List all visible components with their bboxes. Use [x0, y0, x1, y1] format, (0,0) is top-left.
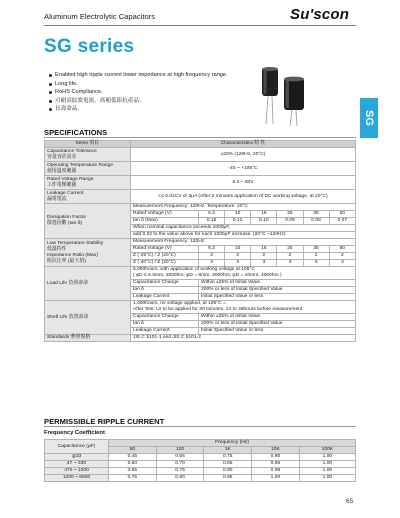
leakage-current-value: I ≤ 0.01CV or 3μA (After 2 minutes application of DC working voltage, at 20°C)	[131, 190, 356, 204]
frequency-cell: 120	[156, 447, 204, 454]
specifications-rule	[44, 137, 356, 138]
coefficient-cell: 0.65	[109, 468, 157, 475]
impedance-cell: 2	[199, 253, 225, 260]
capacitance-range: 47 ~ 330	[45, 461, 109, 468]
capacitance-range: ≦33	[45, 454, 109, 461]
series-side-tab: SG	[360, 98, 378, 138]
voltage-cell: 25	[277, 211, 303, 218]
shelf-life-label: Shelf Life 放置壽命	[45, 301, 131, 335]
coefficient-cell: 1.00	[299, 475, 355, 482]
feature-item: 可耐高紋波電流，高頻低阻抗產品。	[48, 97, 248, 106]
header-rule	[44, 25, 356, 26]
feature-item: Long life.	[48, 80, 248, 89]
ripple-current-rule	[44, 426, 356, 427]
capacitor-photo	[240, 66, 320, 126]
low-temperature-voltage-label: Rated Voltage (V)	[131, 246, 199, 253]
coefficient-cell: 0.80	[156, 475, 204, 482]
coefficient-cell: 0.75	[204, 454, 252, 461]
ripple-current-heading: PERMISSIBLE RIPPLE CURRENT	[44, 417, 165, 426]
load-life-label: Load Life 負荷壽命	[45, 267, 131, 301]
tan-delta-cell: 0.09	[277, 218, 303, 225]
standards-label: Standards 參照規格	[45, 335, 131, 342]
capacitance-range: 1200 ~ 6800	[45, 475, 109, 482]
voltage-cell: 50	[329, 246, 355, 253]
specifications-heading: SPECIFICATIONS	[44, 128, 108, 137]
impedance-cell: 3	[225, 260, 251, 267]
impedance-cell: 2	[225, 253, 251, 260]
voltage-cell: 35	[303, 246, 329, 253]
low-temperature-label: Low Temperature Stability 低溫特性 Impedance Ratio (Max) 阻抗比率 (最大值)	[45, 239, 131, 267]
operating-temperature-label: Operating Temperature Range 使用溫度範圍	[45, 162, 131, 176]
coefficient-cell: 0.55	[156, 454, 204, 461]
voltage-cell: 35	[303, 211, 329, 218]
coefficient-cell: 0.95	[252, 461, 300, 468]
table-row	[45, 475, 356, 482]
impedance-cell: 3	[329, 260, 355, 267]
shelf-life-row-name: Leakage Current	[131, 328, 199, 335]
load-life-row-name: Leakage Current	[131, 294, 199, 301]
operating-temperature-value: -40 ~ +105°C	[131, 162, 356, 176]
table-row	[45, 461, 356, 468]
capacitance-tolerance-label: Capacitance Tolerance 容量容許誤差	[45, 148, 131, 162]
coefficient-cell: 1.00	[252, 475, 300, 482]
characteristics-column-header: Characteristics 特 性	[131, 141, 356, 148]
impedance-cell: 3	[251, 260, 277, 267]
tan-delta-cell: 0.08	[303, 218, 329, 225]
leakage-current-label: Leakage Current 漏電電流	[45, 190, 131, 204]
specifications-table	[44, 140, 356, 342]
capacitance-range: 470 ~ 1000	[45, 468, 109, 475]
feature-item: RoHS Compliance.	[48, 88, 248, 97]
feature-item: Enabled high ripple current lower impedance at high frequency range.	[48, 71, 248, 80]
voltage-cell: 10	[225, 211, 251, 218]
tan-delta-label: tan δ (Max)	[131, 218, 199, 225]
dissipation-note: add 0.02 to the value above for each 1000μF increase. (20°C ~120Hz)	[131, 232, 356, 239]
tan-delta-cell: 0.12	[225, 218, 251, 225]
tan-delta-cell: 0.07	[329, 218, 355, 225]
coefficient-cell: 0.90	[252, 454, 300, 461]
coefficient-cell: 0.70	[156, 461, 204, 468]
shelf-life-row-value: Initial Specified Value or less	[199, 328, 356, 335]
impedance-cell: 3	[303, 260, 329, 267]
load-life-conditions: 5,000hours, with application of working voltage at 105°C ( φD ≤ 6.3mm, 2000hrs; φD = 8mm, 3000hrs; φD = 10mm, 4000hrs )	[131, 267, 356, 280]
frequency-cell: 1K	[204, 447, 252, 454]
shelf-life-row-value: Within ±25% of Initial Value	[199, 314, 356, 321]
voltage-cell: 6.3	[199, 211, 225, 218]
frequency-cell: 10K	[252, 447, 300, 454]
voltage-cell: 6.3	[199, 246, 225, 253]
shelf-life-row-name: tan δ	[131, 321, 199, 328]
voltage-cell: 10	[225, 246, 251, 253]
table-row	[45, 454, 356, 461]
dissipation-voltage-label: Rated Voltage (V)	[131, 211, 199, 218]
voltage-cell: 16	[251, 211, 277, 218]
dissipation-factor-label: Dissipation Factor 散逸因數 (tan δ)	[45, 204, 131, 239]
standards-value: JIS C 5101-1 and JIS C 5101-2	[131, 335, 356, 342]
coefficient-cell: 0.95	[204, 475, 252, 482]
load-life-row-name: Capacitance Change	[131, 280, 199, 287]
load-life-row-value: 200% or less of Initial Specified Value	[199, 287, 356, 294]
product-category: Aluminum Electrolytic Capacitors	[44, 12, 155, 21]
impedance-ratio-row-label: Z (-25°C) / Z (20°C)	[131, 253, 199, 260]
voltage-cell: 50	[329, 211, 355, 218]
page-number: 65	[346, 498, 354, 505]
frequency-cell: 50	[109, 447, 157, 454]
impedance-cell: 3	[277, 260, 303, 267]
voltage-cell: 16	[251, 246, 277, 253]
capacitance-header: Capacitance (μF)	[45, 440, 109, 454]
capacitance-tolerance-value: ±20% (120Hz, 20°C)	[131, 148, 356, 162]
impedance-cell: 2	[251, 253, 277, 260]
shelf-life-row-name: Capacitance Change	[131, 314, 199, 321]
rated-voltage-value: 6.3 ~ 50V	[131, 176, 356, 190]
impedance-cell: 2	[303, 253, 329, 260]
shelf-life-row-value: 200% or less of Initial Specified Value	[199, 321, 356, 328]
coefficient-cell: 0.75	[109, 475, 157, 482]
brand-logo: Su'scon	[290, 6, 350, 23]
frequency-cell: 100K	[299, 447, 355, 454]
table-row	[45, 468, 356, 475]
rated-voltage-label: Rated Voltage Range 工作電壓範圍	[45, 176, 131, 190]
feature-list	[48, 71, 248, 114]
frequency-header: Frequency (Hz)	[109, 440, 356, 447]
low-temperature-measurement: Measurement Frequency: 120Hz.	[131, 239, 356, 246]
impedance-ratio-row-label: Z (-40°C) / Z (20°C)	[131, 260, 199, 267]
coefficient-cell: 1.00	[299, 468, 355, 475]
feature-item: 長壽命品。	[48, 105, 248, 114]
dissipation-measurement: Measurement Frequency: 120Hz, Temperature: 20°C	[131, 204, 356, 211]
voltage-cell: 25	[277, 246, 303, 253]
load-life-row-value: Initial Specified Value or less	[199, 294, 356, 301]
dissipation-note: When nominal capacitance exceeds 1000μF,	[131, 225, 356, 232]
frequency-coefficient-heading: Frequency Coefficient	[44, 430, 105, 436]
coefficient-cell: 0.45	[109, 454, 157, 461]
shelf-life-conditions: 1,000hours, no voltage applied, at 105°C = After Test: Ur to be applied for 30 minutes, 24 to 48hours before measurement.	[131, 301, 356, 314]
coefficient-cell: 0.75	[156, 468, 204, 475]
coefficient-cell: 0.90	[204, 468, 252, 475]
load-life-row-value: Within ±25% of Initial Value	[199, 280, 356, 287]
tan-delta-cell: 0.15	[199, 218, 225, 225]
coefficient-cell: 0.85	[204, 461, 252, 468]
load-life-row-name: tan δ	[131, 287, 199, 294]
coefficient-cell: 0.60	[109, 461, 157, 468]
items-column-header: Items 項目	[45, 141, 131, 148]
tan-delta-cell: 0.10	[251, 218, 277, 225]
impedance-cell: 3	[199, 260, 225, 267]
coefficient-cell: 1.00	[299, 461, 355, 468]
impedance-cell: 2	[277, 253, 303, 260]
impedance-cell: 2	[329, 253, 355, 260]
ripple-current-table	[44, 439, 356, 482]
series-title: SG series	[44, 36, 135, 57]
coefficient-cell: 0.98	[252, 468, 300, 475]
coefficient-cell: 1.00	[299, 454, 355, 461]
